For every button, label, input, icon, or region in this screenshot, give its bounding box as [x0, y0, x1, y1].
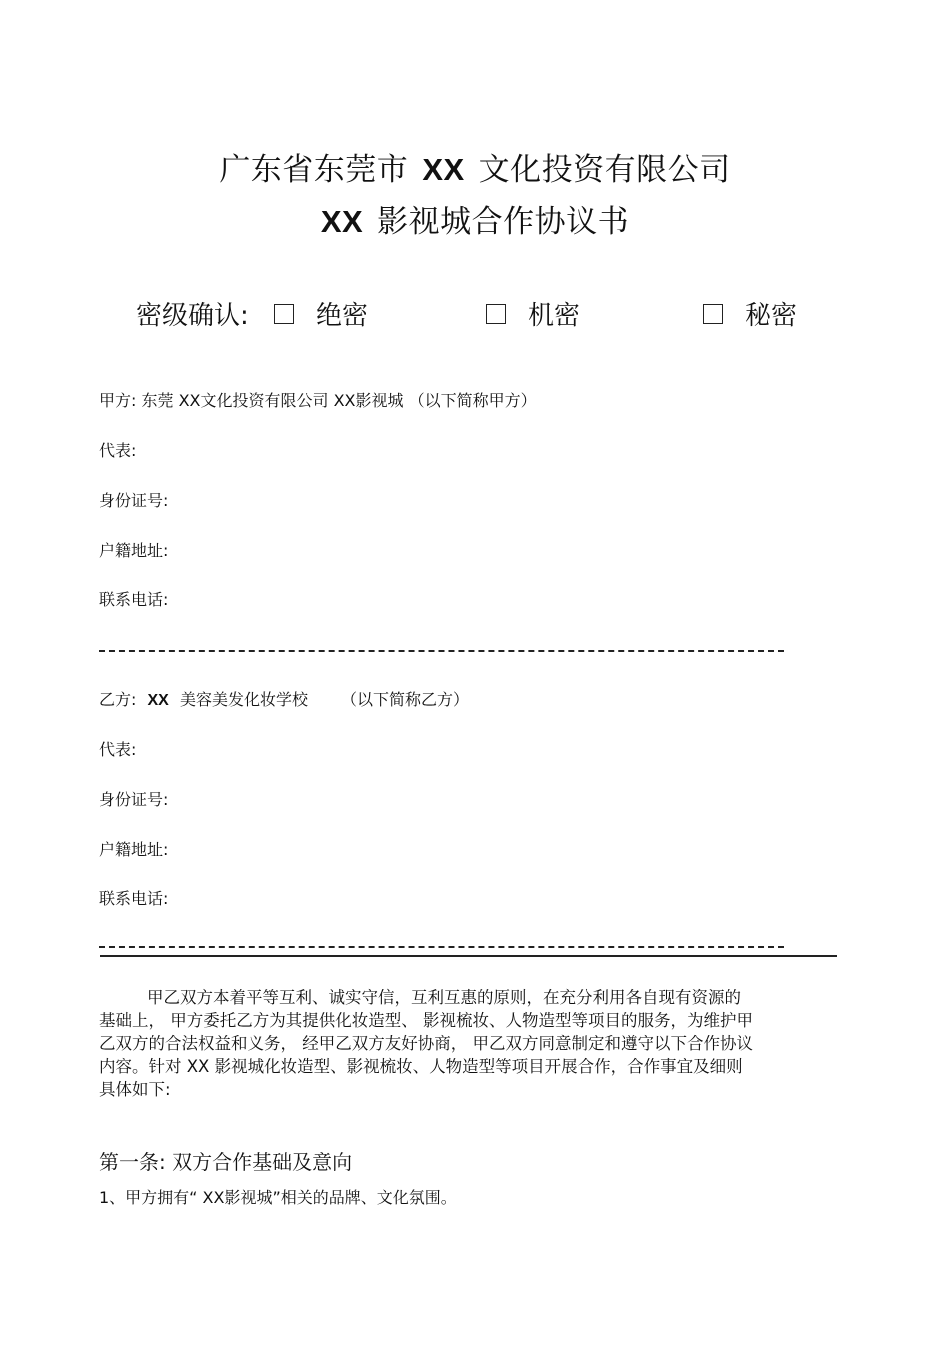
security-level-label: 密级确认: — [136, 301, 249, 331]
security-option-top-secret[interactable] — [274, 295, 368, 332]
party-b-suffix: （以下简称乙方） — [341, 690, 470, 709]
security-option-confidential[interactable] — [703, 295, 797, 332]
title-company-suffix: 文化投资有限公司 — [478, 152, 731, 188]
party-b-prefix: 乙方: — [99, 690, 137, 709]
section-rule — [100, 955, 837, 957]
title-company-prefix: 广东省东莞市 — [219, 152, 409, 188]
intro-line-5: 具体如下: — [99, 1080, 171, 1099]
secret-label: 机密 — [528, 301, 581, 331]
party-b-representative: 代表: — [99, 740, 137, 759]
intro-line-4: 内容。针对 XX 影视城化妆造型、影视梳妆、人物造型等项目开展合作，合作事宜及细则 — [99, 1057, 743, 1076]
party-b-latin: XX — [147, 692, 169, 709]
secret-checkbox[interactable] — [486, 304, 506, 324]
top-secret-label: 绝密 — [316, 301, 369, 331]
intro-paragraph — [99, 986, 824, 1101]
party-a-representative: 代表: — [99, 441, 137, 460]
confidential-checkbox[interactable] — [703, 304, 723, 324]
party-b-address: 户籍地址: — [99, 840, 169, 859]
party-a-id-number: 身份证号: — [99, 491, 169, 510]
party-separator-1 — [99, 650, 784, 652]
party-a-line: 甲方: 东莞 XX文化投资有限公司 XX影视城 （以下简称甲方） — [99, 391, 537, 410]
document-title-line-1 — [0, 144, 950, 189]
title-agreement-name: 影视城合作协议书 — [377, 204, 630, 240]
intro-line-1: 甲乙双方本着平等互利、诚实守信，互利互惠的原则，在充分利用各自现有资源的 — [147, 988, 741, 1007]
title-city-latin: XX — [320, 204, 364, 239]
document-title-line-2 — [0, 196, 950, 241]
confidential-label: 秘密 — [745, 301, 798, 331]
article-1-item-1: 1、甲方拥有“ XX影视城”相关的品牌、文化氛围。 — [99, 1188, 457, 1207]
party-a-address: 户籍地址: — [99, 541, 169, 560]
party-b-name: 美容美发化妆学校 — [179, 690, 308, 709]
party-b-line — [99, 687, 469, 710]
article-1-heading: 第一条: 双方合作基础及意向 — [99, 1150, 353, 1174]
top-secret-checkbox[interactable] — [274, 304, 294, 324]
intro-line-2: 基础上， 甲方委托乙方为其提供化妆造型、 影视梳妆、人物造型等项目的服务，为维护甲 — [99, 1011, 753, 1030]
party-b-id-number: 身份证号: — [99, 790, 169, 809]
party-b-phone: 联系电话: — [99, 889, 169, 908]
security-level-row — [136, 295, 836, 335]
party-a-phone: 联系电话: — [99, 590, 169, 609]
title-company-latin: XX — [422, 152, 465, 187]
security-option-secret[interactable] — [486, 295, 580, 332]
intro-line-3: 乙双方的合法权益和义务， 经甲乙双方友好协商， 甲乙双方同意制定和遵守以下合作协议 — [99, 1034, 753, 1053]
party-separator-2 — [99, 946, 784, 948]
